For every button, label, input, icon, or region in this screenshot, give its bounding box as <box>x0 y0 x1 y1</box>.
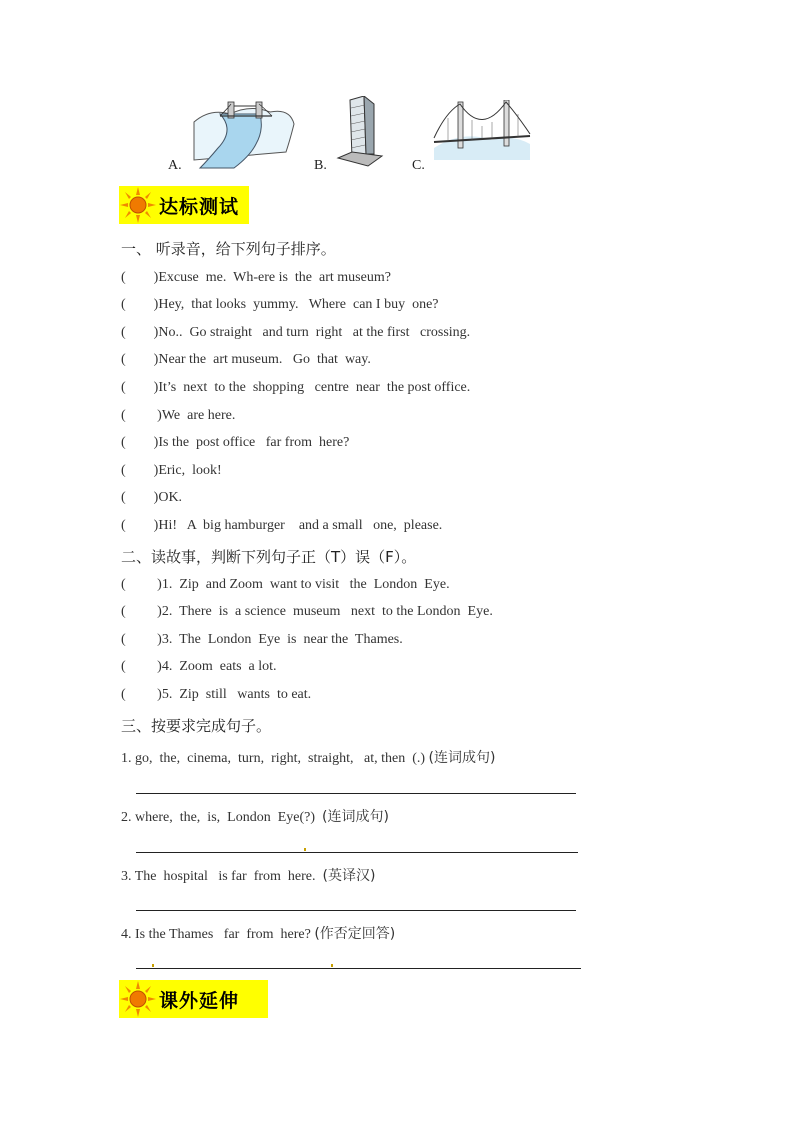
list-item <box>121 463 222 479</box>
list-item <box>121 659 277 675</box>
skyscraper-icon <box>334 96 386 170</box>
part1-heading: 一、 听录音，给下列句子排序。 <box>121 240 336 258</box>
question-text: 3. The hospital is far from here. <box>121 869 323 884</box>
list-item <box>121 325 470 341</box>
list-item <box>121 380 470 396</box>
sun-icon <box>119 980 157 1018</box>
answer-blank[interactable]: ( ) <box>121 408 162 423</box>
sentence: 2. There is a science museum next to the London Eye. <box>161 604 493 619</box>
question-4 <box>121 923 395 943</box>
sentence: 4. Zoom eats a lot. <box>161 659 277 674</box>
answer-line-1[interactable] <box>136 793 576 794</box>
answer-blank[interactable]: ( ) <box>121 518 159 533</box>
list-item <box>121 577 450 593</box>
answer-blank[interactable]: ( ) <box>121 380 159 395</box>
line-mark <box>152 964 154 967</box>
sentence: 5. Zip still wants to eat. <box>161 687 312 702</box>
question-2 <box>121 806 389 826</box>
answer-blank[interactable]: ( ) <box>121 687 162 702</box>
answer-line-2[interactable] <box>136 852 578 853</box>
answer-blank[interactable]: ( ) <box>121 352 159 367</box>
sentence: 1. Zip and Zoom want to visit the London Eye. <box>161 577 450 592</box>
list-item <box>121 270 391 286</box>
sentence: OK. <box>158 490 183 505</box>
london-bridge-river-icon <box>190 100 296 170</box>
list-item <box>121 408 235 424</box>
line-mark <box>331 964 333 967</box>
sentence: 3. The London Eye is near the Thames. <box>161 632 403 647</box>
option-a-picture <box>190 100 296 170</box>
answer-blank[interactable]: ( ) <box>121 270 159 285</box>
answer-blank[interactable]: ( ) <box>121 463 159 478</box>
question-text: 1. go, the, cinema, turn, right, straight, at, then (.) <box>121 751 429 766</box>
option-b-label: B. <box>314 158 327 173</box>
sentence: Excuse me. Wh-ere is the art museum? <box>158 270 391 285</box>
list-item <box>121 604 493 620</box>
sentence: Is the post office far from here? <box>158 435 350 450</box>
question-text: 2. where, the, is, London Eye(?) <box>121 810 322 825</box>
list-item <box>121 632 403 648</box>
list-item <box>121 518 442 534</box>
answer-blank[interactable]: ( ) <box>121 577 162 592</box>
part2-heading: 二、读故事，判断下列句子正（T）误（F）。 <box>121 548 417 566</box>
sentence: No.. Go straight and turn right at the first crossing. <box>158 325 471 340</box>
question-1 <box>121 747 495 767</box>
question-3 <box>121 865 375 885</box>
section-title: 达标测试 <box>159 195 240 218</box>
answer-blank[interactable]: ( ) <box>121 632 162 647</box>
question-text: 4. Is the Thames far from here? <box>121 927 315 942</box>
sentence: Near the art museum. Go that way. <box>158 352 371 367</box>
instruction: (连词成句) <box>322 809 389 825</box>
option-c-picture <box>432 100 532 162</box>
part3-heading: 三、按要求完成句子。 <box>121 717 272 735</box>
answer-line-3[interactable] <box>136 910 576 911</box>
section-banner-extension <box>119 980 268 1018</box>
option-c-label: C. <box>412 158 425 173</box>
sentence: We are here. <box>161 408 236 423</box>
sentence: Hey, that looks yummy. Where can I buy one? <box>158 297 439 312</box>
sentence: It’s next to the shopping centre near the post office. <box>158 380 471 395</box>
section-banner-practice <box>119 186 249 224</box>
suspension-bridge-icon <box>432 100 532 162</box>
list-item <box>121 435 349 451</box>
instruction: (连词成句) <box>428 750 496 766</box>
instruction: (英译汉) <box>322 868 376 884</box>
list-item <box>121 687 311 703</box>
answer-blank[interactable]: ( ) <box>121 490 159 505</box>
section-title: 课外延伸 <box>159 989 240 1012</box>
answer-line-4[interactable] <box>136 968 581 969</box>
sun-icon <box>119 186 157 224</box>
sentence: Hi! A big hamburger and a small one, please. <box>158 518 443 533</box>
answer-blank[interactable]: ( ) <box>121 659 162 674</box>
answer-blank[interactable]: ( ) <box>121 435 159 450</box>
line-mark <box>304 848 306 851</box>
sentence: Eric, look! <box>158 463 222 478</box>
list-item <box>121 297 439 313</box>
answer-blank[interactable]: ( ) <box>121 604 162 619</box>
option-b-picture <box>334 96 386 170</box>
answer-blank[interactable]: ( ) <box>121 297 159 312</box>
instruction: (作否定回答) <box>314 926 396 942</box>
answer-blank[interactable]: ( ) <box>121 325 159 340</box>
list-item <box>121 490 182 506</box>
option-a-label: A. <box>168 158 182 173</box>
list-item <box>121 352 371 368</box>
